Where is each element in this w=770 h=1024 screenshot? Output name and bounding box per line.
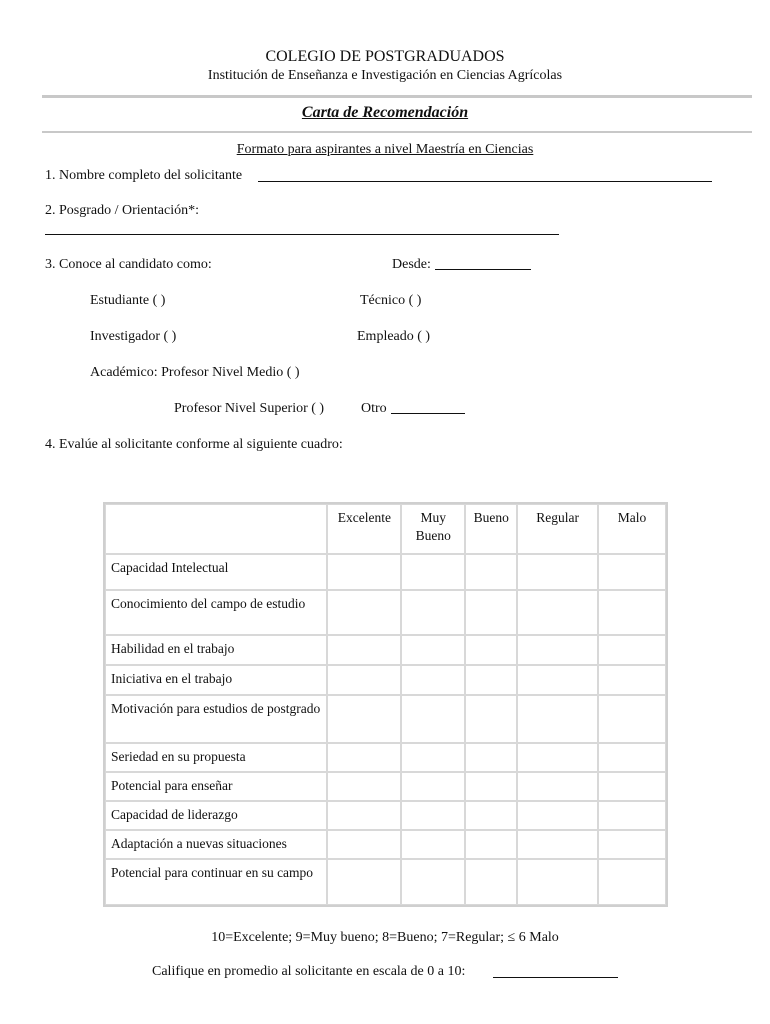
rating-cell[interactable]	[327, 590, 401, 635]
table-row	[105, 743, 666, 772]
institution-name: COLEGIO DE POSTGRADUADOS	[265, 48, 505, 65]
rating-cell[interactable]	[517, 772, 598, 801]
format-line: Formato para aspirantes a nivel Maestría en Ciencias	[236, 142, 534, 157]
table-row	[105, 772, 666, 801]
rating-cell[interactable]	[401, 830, 465, 859]
table-row	[105, 801, 666, 830]
rating-cell[interactable]	[401, 772, 465, 801]
option-tecnico[interactable]: Técnico ( )	[360, 293, 422, 308]
desde-label: Desde:	[392, 257, 431, 272]
scale-note: 10=Excelente; 9=Muy bueno; 8=Bueno; 7=Regular; ≤ 6 Malo	[211, 930, 559, 945]
rating-cell[interactable]	[517, 859, 598, 905]
applicant-name-line[interactable]	[258, 181, 712, 182]
rating-cell[interactable]	[465, 743, 517, 772]
criterion-label: Capacidad Intelectual	[105, 554, 327, 590]
option-empleado[interactable]: Empleado ( )	[357, 329, 431, 344]
table-row	[105, 590, 666, 635]
rating-cell[interactable]	[517, 801, 598, 830]
rating-cell[interactable]	[327, 665, 401, 695]
criterion-label: Potencial para enseñar	[105, 772, 327, 801]
rating-cell[interactable]	[598, 695, 666, 743]
rating-cell[interactable]	[401, 859, 465, 905]
criterion-label: Habilidad en el trabajo	[105, 635, 327, 665]
header-cell: Malo	[598, 504, 666, 554]
table-row	[105, 665, 666, 695]
rating-cell[interactable]	[465, 554, 517, 590]
rating-cell[interactable]	[465, 635, 517, 665]
rating-cell[interactable]	[401, 695, 465, 743]
rating-cell[interactable]	[327, 772, 401, 801]
rating-cell[interactable]	[598, 772, 666, 801]
rating-cell[interactable]	[465, 801, 517, 830]
rating-cell[interactable]	[598, 665, 666, 695]
rating-cell[interactable]	[517, 635, 598, 665]
program-line[interactable]	[45, 234, 559, 235]
rating-cell[interactable]	[327, 830, 401, 859]
rating-cell[interactable]	[401, 801, 465, 830]
rating-cell[interactable]	[401, 590, 465, 635]
table-header-row	[105, 504, 666, 554]
q2-label: 2. Posgrado / Orientación*:	[45, 203, 199, 218]
table-row	[105, 554, 666, 590]
rating-cell[interactable]	[465, 590, 517, 635]
rating-cell[interactable]	[598, 801, 666, 830]
rating-cell[interactable]	[401, 665, 465, 695]
option-investigador[interactable]: Investigador ( )	[90, 329, 177, 344]
option-otro: Otro	[361, 401, 387, 416]
table-row	[105, 635, 666, 665]
rating-cell[interactable]	[517, 590, 598, 635]
desde-line[interactable]	[435, 269, 531, 270]
rating-cell[interactable]	[517, 743, 598, 772]
rating-cell[interactable]	[465, 695, 517, 743]
rating-cell[interactable]	[401, 635, 465, 665]
average-label: Califique en promedio al solicitante en escala de 0 a 10:	[152, 964, 466, 979]
rating-cell[interactable]	[327, 554, 401, 590]
rating-cell[interactable]	[327, 743, 401, 772]
evaluation-table	[103, 502, 668, 907]
option-academico-superior[interactable]: Profesor Nivel Superior ( )	[174, 401, 325, 416]
rating-cell[interactable]	[465, 665, 517, 695]
institution-subtitle: Institución de Enseñanza e Investigación en Ciencias Agrícolas	[207, 68, 563, 83]
table-row	[105, 859, 666, 905]
criterion-label: Seriedad en su propuesta	[105, 743, 327, 772]
rating-cell[interactable]	[401, 554, 465, 590]
rating-cell[interactable]	[598, 830, 666, 859]
rating-cell[interactable]	[401, 743, 465, 772]
rating-cell[interactable]	[517, 830, 598, 859]
q1-label: 1. Nombre completo del solicitante	[45, 168, 243, 183]
rating-cell[interactable]	[598, 743, 666, 772]
rating-cell[interactable]	[517, 554, 598, 590]
rating-cell[interactable]	[598, 554, 666, 590]
header-cell: Regular	[517, 504, 598, 554]
rating-cell[interactable]	[327, 859, 401, 905]
rating-cell[interactable]	[598, 590, 666, 635]
q3-label: 3. Conoce al candidato como:	[45, 257, 212, 272]
document-title: Carta de Recomendación	[301, 104, 469, 121]
otro-line[interactable]	[391, 413, 465, 414]
option-academico-medio[interactable]: Académico: Profesor Nivel Medio ( )	[90, 365, 300, 380]
header-cell: Muy Bueno	[401, 504, 465, 554]
criterion-label: Conocimiento del campo de estudio	[105, 590, 327, 635]
rating-cell[interactable]	[465, 859, 517, 905]
header-rule-top	[42, 95, 752, 98]
criterion-label: Iniciativa en el trabajo	[105, 665, 327, 695]
table-row	[105, 695, 666, 743]
table-row	[105, 830, 666, 859]
q4-label: 4. Evalúe al solicitante conforme al siguiente cuadro:	[45, 437, 343, 452]
rating-cell[interactable]	[517, 695, 598, 743]
rating-cell[interactable]	[327, 695, 401, 743]
average-line[interactable]	[493, 977, 618, 978]
rating-cell[interactable]	[465, 772, 517, 801]
rating-cell[interactable]	[327, 801, 401, 830]
rating-cell[interactable]	[598, 635, 666, 665]
rating-cell[interactable]	[598, 859, 666, 905]
header-cell: Bueno	[465, 504, 517, 554]
option-estudiante[interactable]: Estudiante ( )	[90, 293, 166, 308]
header-cell: Excelente	[327, 504, 401, 554]
header-empty-cell	[105, 504, 327, 554]
criterion-label: Motivación para estudios de postgrado	[105, 695, 327, 743]
criterion-label: Potencial para continuar en su campo	[105, 859, 327, 905]
rating-cell[interactable]	[465, 830, 517, 859]
rating-cell[interactable]	[517, 665, 598, 695]
rating-cell[interactable]	[327, 635, 401, 665]
criterion-label: Capacidad de liderazgo	[105, 801, 327, 830]
header-rule-bottom	[42, 131, 752, 133]
criterion-label: Adaptación a nuevas situaciones	[105, 830, 327, 859]
